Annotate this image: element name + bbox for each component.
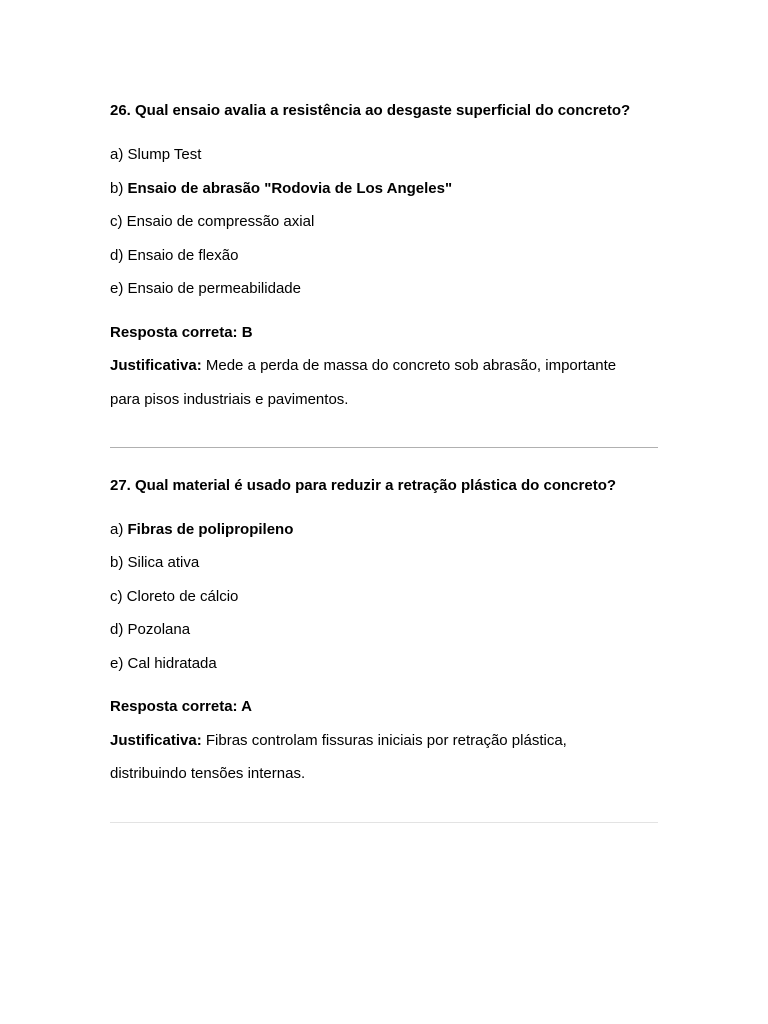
question-26-justification: [110, 357, 616, 374]
option-text: Cloreto de cálcio: [126, 588, 239, 605]
question-27-option-a: [110, 521, 293, 538]
question-26-option-a: [110, 146, 201, 163]
option-text: Silica ativa: [127, 554, 200, 571]
question-27-option-e: [110, 655, 217, 672]
option-prefix: a): [110, 146, 128, 163]
question-27-title: 27. Qual material é usado para reduzir a retração plástica do concreto?: [110, 477, 617, 494]
option-prefix: e): [110, 655, 128, 672]
option-text: Ensaio de compressão axial: [126, 213, 315, 230]
question-26-title: 26. Qual ensaio avalia a resistência ao desgaste superficial do concreto?: [110, 102, 631, 119]
option-prefix: b): [110, 554, 128, 571]
option-prefix: d): [110, 247, 128, 264]
question-27-option-c: [110, 588, 238, 605]
question-26-option-d: [110, 247, 238, 264]
option-text: Ensaio de permeabilidade: [127, 280, 301, 297]
question-26-option-e: [110, 280, 301, 297]
section-divider: [110, 447, 658, 448]
option-text: Ensaio de flexão: [127, 247, 239, 264]
question-27-option-b: [110, 554, 199, 571]
question-27-justification: [110, 732, 567, 749]
question-26-justification-cont: para pisos industriais e pavimentos.: [110, 391, 349, 408]
question-26-option-c: [110, 213, 314, 230]
question-27-option-d: [110, 621, 190, 638]
section-divider: [110, 822, 658, 823]
question-27-justification-cont: distribuindo tensões internas.: [110, 765, 306, 782]
justification-text: Fibras controlam fissuras iniciais por retração plástica,: [201, 732, 567, 749]
option-prefix: d): [110, 621, 128, 638]
option-text: Cal hidratada: [127, 655, 217, 672]
question-27-answer: Resposta correta: A: [110, 698, 252, 715]
option-prefix: a): [110, 521, 128, 538]
option-prefix: e): [110, 280, 128, 297]
option-text: Pozolana: [127, 621, 191, 638]
option-text: Slump Test: [127, 146, 202, 163]
justification-text: Mede a perda de massa do concreto sob abrasão, importante: [201, 357, 617, 374]
option-prefix: c): [110, 213, 127, 230]
option-prefix: b): [110, 180, 128, 197]
justification-label: Justificativa:: [110, 357, 202, 374]
question-26-answer: Resposta correta: B: [110, 324, 253, 341]
option-prefix: c): [110, 588, 127, 605]
option-text-correct: Ensaio de abrasão "Rodovia de Los Angeles": [127, 180, 453, 197]
question-26-option-b: [110, 180, 452, 197]
option-text-correct: Fibras de polipropileno: [127, 521, 294, 538]
justification-label: Justificativa:: [110, 732, 202, 749]
